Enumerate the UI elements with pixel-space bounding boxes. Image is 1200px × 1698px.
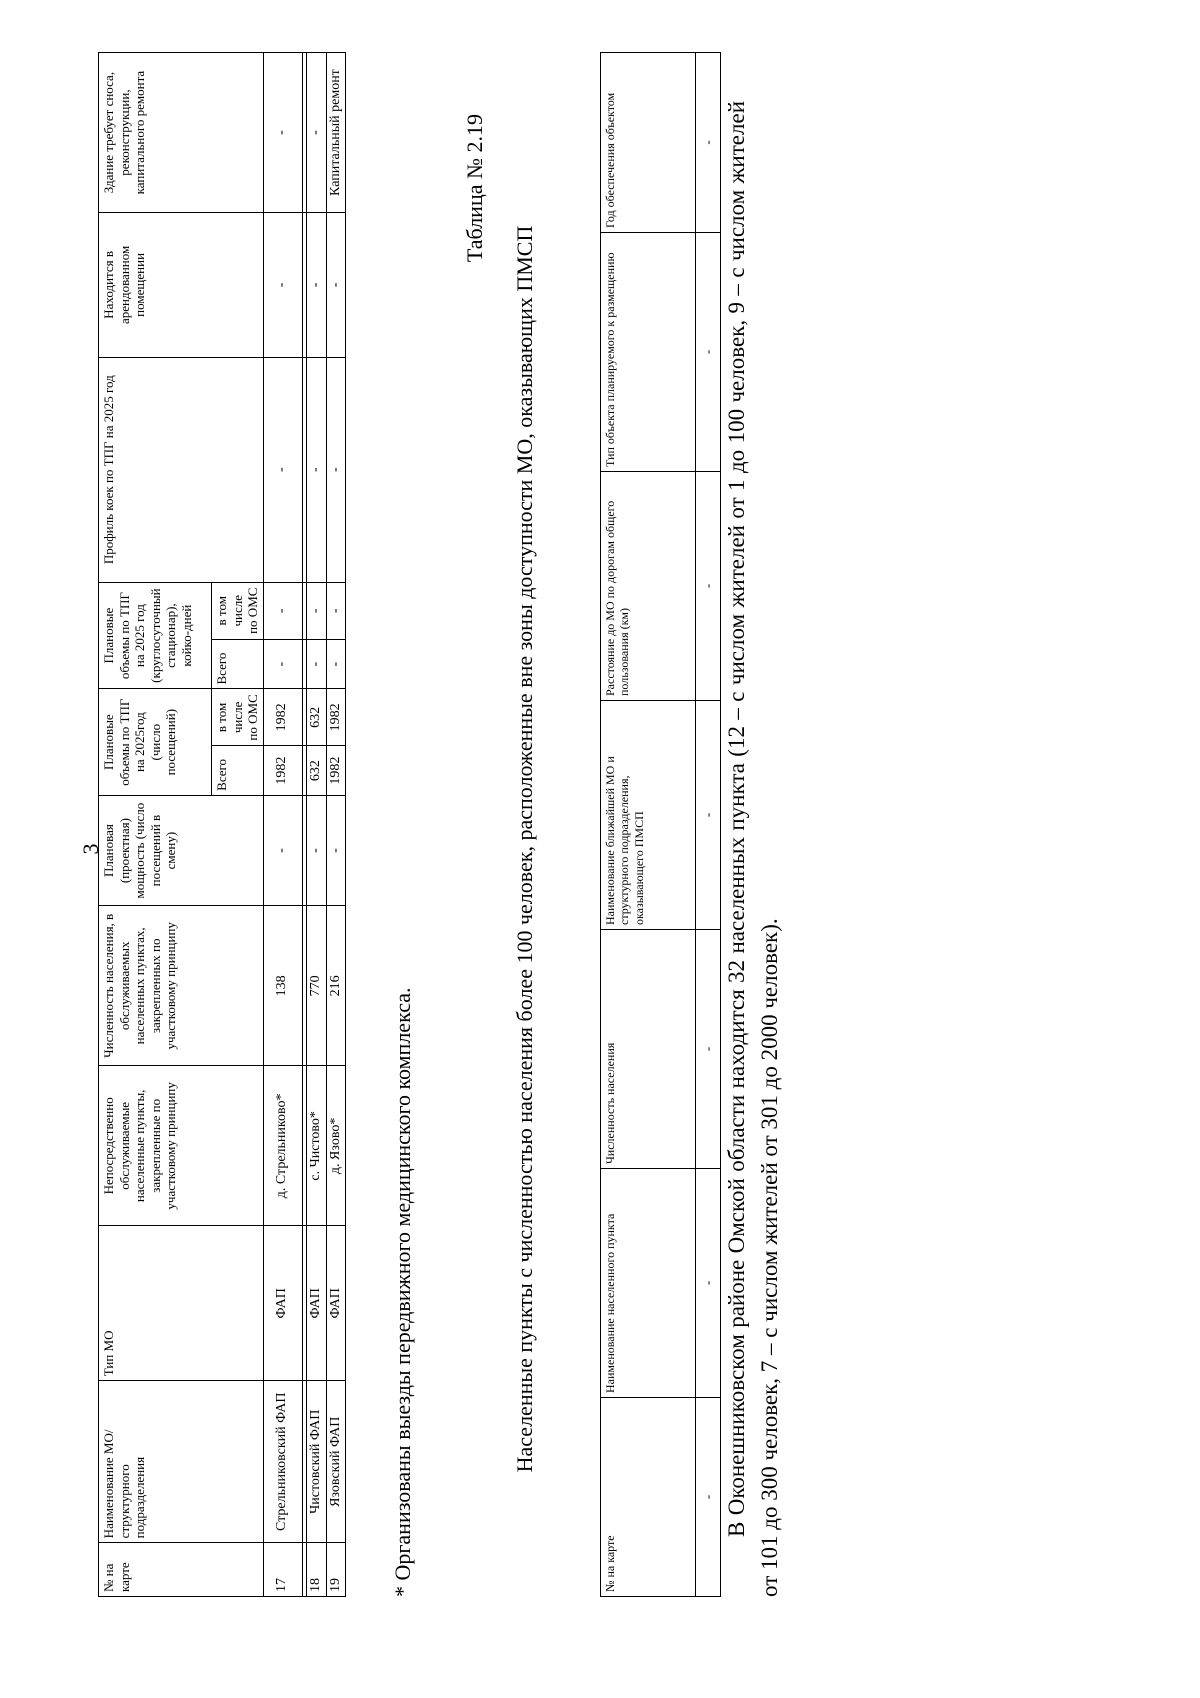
header-year: Год обеспечения объектом — [601, 53, 696, 233]
facilities-table — [98, 52, 346, 1597]
cell-capacity: - — [306, 795, 326, 905]
cell-num: 19 — [326, 1543, 346, 1597]
header-beddays-oms: в том числе по ОМС — [212, 582, 264, 639]
cell-beddays-oms: - — [326, 582, 346, 639]
header-beddays-total: Всего — [212, 639, 264, 689]
header-settlement: Наименование населенного пункта — [601, 1169, 696, 1398]
summary-paragraph: В Оконешниковском районе Омской области находится 32 населенных пункта (12 – с числом жителей от 1 до 100 человек, 9 – с числом жителей от 101 до 300 человек, 7 – с числом жителей от 301 до 2000 человек). — [724, 101, 783, 1597]
header-demolition: Здание требует сноса, реконструкции, капитального ремонта — [99, 53, 264, 213]
header-type: Тип МО — [99, 1226, 264, 1381]
header-visits-total: Всего — [212, 746, 264, 796]
cell-served: д. Стрельниково* — [263, 1066, 302, 1226]
header-object-type: Тип объекта планируемого к размещению — [601, 233, 696, 472]
cell-demolition: Капитальный ремонт — [326, 53, 346, 213]
settlements-table — [600, 52, 721, 1597]
cell-rented: - — [263, 213, 302, 358]
header-capacity: Плановая (проектная) мощность (число посещений в смену) — [99, 795, 264, 905]
table-number: Таблица № 2.19 — [462, 114, 487, 263]
cell-name: Чистовский ФАП — [306, 1381, 326, 1543]
header-distance: Расстояние до МО по дорогам общего пользования (км) — [601, 472, 696, 701]
cell-demolition: - — [306, 53, 326, 213]
cell-beddays-total: - — [326, 639, 346, 689]
cell-demolition: - — [263, 53, 302, 213]
cell-served: с. Чистово* — [306, 1066, 326, 1226]
header-name: Наименование МО/ структурного подразделения — [99, 1381, 264, 1543]
cell-population: 216 — [326, 906, 346, 1066]
cell-capacity: - — [326, 795, 346, 905]
cell-visits-oms: 1982 — [326, 689, 346, 746]
cell-population: 138 — [263, 906, 302, 1066]
cell-beds-profile: - — [263, 357, 302, 582]
table-row — [326, 53, 346, 1597]
header-num: № на карте — [99, 1543, 264, 1597]
header-beddays-group: Плановые объемы по ТПГ на 2025 год (круглосуточный стационар), койко-дней — [99, 582, 212, 689]
cell-capacity: - — [263, 795, 302, 905]
header-population: Численность населения, в обслуживаемых населенных пунктах, закрепленных по участковому принципу — [99, 906, 264, 1066]
cell-beddays-oms: - — [263, 582, 302, 639]
cell-name: Стрельниковский ФАП — [263, 1381, 302, 1543]
cell-population: 770 — [306, 906, 326, 1066]
cell-beds-profile: - — [326, 357, 346, 582]
cell-num: 17 — [263, 1543, 302, 1597]
cell: - — [696, 472, 721, 701]
cell-rented: - — [326, 213, 346, 358]
header-rented: Находится в арендованном помещении — [99, 213, 264, 358]
header-beds-profile: Профиль коек по ТПГ на 2025 год — [99, 357, 264, 582]
cell-visits-total: 632 — [306, 746, 326, 796]
cell-name: Язовский ФАП — [326, 1381, 346, 1543]
footnote: * Организованы выезды передвижного медицинского комплекса. — [390, 987, 415, 1597]
cell-type: ФАП — [326, 1226, 346, 1381]
table-row — [696, 53, 721, 1597]
cell: - — [696, 930, 721, 1169]
cell-type: ФАП — [263, 1226, 302, 1381]
cell: - — [696, 53, 721, 233]
header-nearest-mo: Наименование ближайшей МО и структурного подразделения, оказывающего ПМСП — [601, 701, 696, 930]
cell: - — [696, 1169, 721, 1398]
cell-beddays-total: - — [263, 639, 302, 689]
page-number: 3 — [78, 843, 103, 855]
cell: - — [696, 701, 721, 930]
header-population: Численность населения — [601, 930, 696, 1169]
table-row — [306, 53, 326, 1597]
table-heading: Населенные пункты с численностью населения более 100 человек, расположенные вне зоны доступности МО, оказывающих ПМСП — [512, 225, 537, 1473]
cell-served: д. Язово* — [326, 1066, 346, 1226]
cell-beddays-total: - — [306, 639, 326, 689]
cell-visits-total: 1982 — [326, 746, 346, 796]
cell-type: ФАП — [306, 1226, 326, 1381]
header-visits-group: Плановые объемы по ТПГ на 2025год (число посещений) — [99, 689, 212, 795]
table-row — [263, 53, 302, 1597]
cell-beddays-oms: - — [306, 582, 326, 639]
cell-visits-oms: 1982 — [263, 689, 302, 746]
cell-visits-total: 1982 — [263, 746, 302, 796]
header-map-num: № на карте — [601, 1398, 696, 1597]
cell: - — [696, 1398, 721, 1597]
cell-visits-oms: 632 — [306, 689, 326, 746]
header-served: Непосредственно обслуживаемые населенные пункты, закрепленные по участковому принципу — [99, 1066, 264, 1226]
cell-rented: - — [306, 213, 326, 358]
header-visits-oms: в том числе по ОМС — [212, 689, 264, 746]
cell-num: 18 — [306, 1543, 326, 1597]
cell-beds-profile: - — [306, 357, 326, 582]
cell: - — [696, 233, 721, 472]
